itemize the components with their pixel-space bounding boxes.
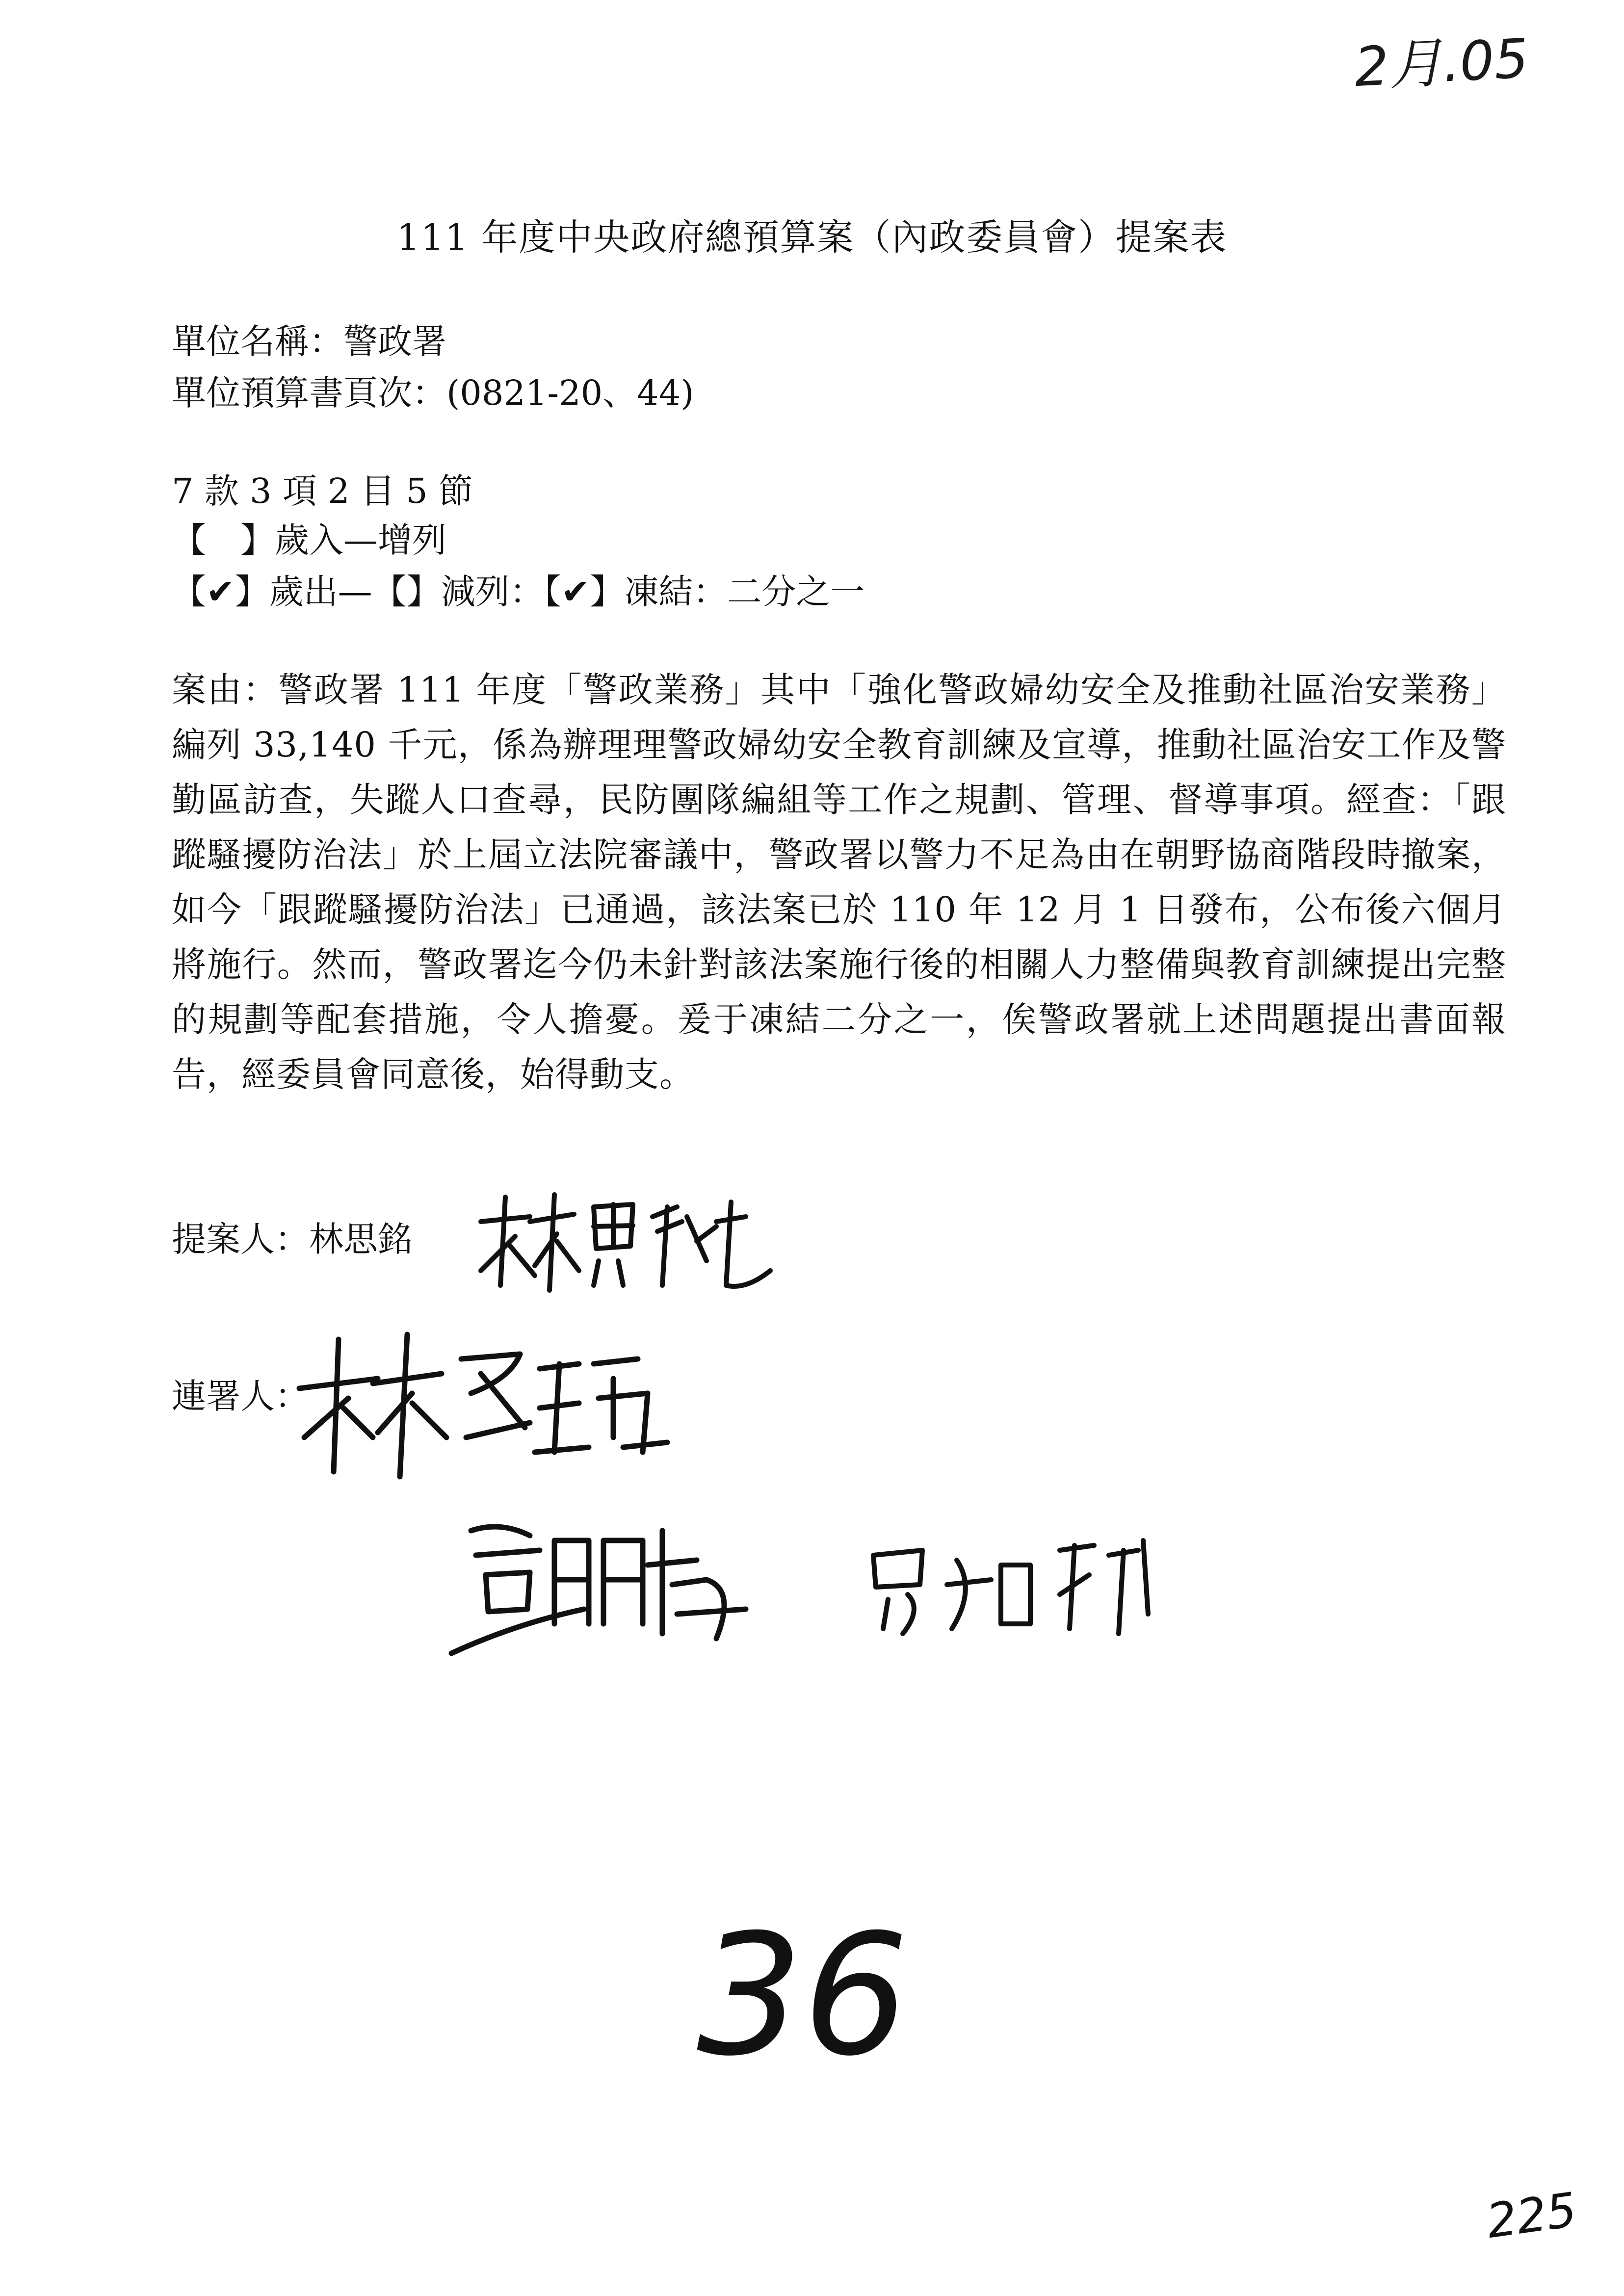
income-row: [172, 513, 446, 562]
freeze-bracket-close: 】: [590, 572, 625, 612]
expense-row: [172, 564, 864, 614]
proposal-reason: 案由：警政署 111 年度「警政業務」其中「強化警政婦幼安全及推動社區治安業務」編列 33,140 千元，係為辦理理警政婦幼安全教育訓練及宣導，推動社區治安工作及警勤區訪查，失蹤人口查尋，民防團隊編組等工作之規劃、管理、督導事項。經查：「跟蹤騷擾防治法」於上屆立法院審議中，警政署以警力不足為由在朝野協商階段時撤案，如今「跟蹤騷擾防治法」已通過，該法案已於 110 年 12 月 1 日發布，公布後六個月將施行。然而，警政署迄今仍未針對該法案施行後的相關人力整備與教育訓練提出完整的規劃等配套措施，令人擔憂。爰于凍結二分之一，俟警政署就上述問題提出書面報告，經委員會同意後，始得動支。: [172, 670, 1506, 1095]
unit-name: 單位名稱：警政署: [172, 321, 446, 362]
proposer-label: 提案人：林思銘: [172, 1219, 412, 1259]
reduce-bracket-open: 【: [372, 572, 407, 612]
expense-bracket-open: 【: [172, 572, 206, 612]
expense-label: 歲出—: [269, 572, 372, 612]
reduce-label: 減列：: [441, 572, 544, 612]
handwritten-date-note: 2月.05: [1353, 26, 1530, 99]
unit-budget-page: 單位預算書頁次：(0821-20、44): [172, 373, 694, 413]
cosigner-signature: [442, 1511, 775, 1673]
expense-bracket-close: 】: [235, 572, 269, 612]
cosigner-signature: [864, 1531, 1168, 1644]
income-bracket-open: 【: [172, 520, 206, 560]
cosigner-signature: [294, 1325, 677, 1487]
reduce-bracket-close: 】: [406, 572, 441, 612]
handwritten-page-number: 36: [697, 1899, 909, 2093]
proposer-signature: [471, 1187, 775, 1305]
freeze-bracket-open: 【: [544, 572, 561, 612]
section-code: 7 款 3 項 2 目 5 節: [172, 471, 473, 511]
cosigner-label: 連署人：: [172, 1376, 309, 1416]
check-icon: ✔: [561, 572, 590, 612]
income-label: 歲入—增列: [275, 520, 446, 560]
check-icon: ✔: [206, 572, 235, 612]
handwritten-folio-number: 225: [1483, 2182, 1580, 2249]
freeze-label: 凍結：二分之一: [624, 572, 865, 612]
page-title: 111 年度中央政府總預算案（內政委員會）提案表: [396, 216, 1228, 259]
income-bracket-close: 】: [240, 520, 275, 560]
